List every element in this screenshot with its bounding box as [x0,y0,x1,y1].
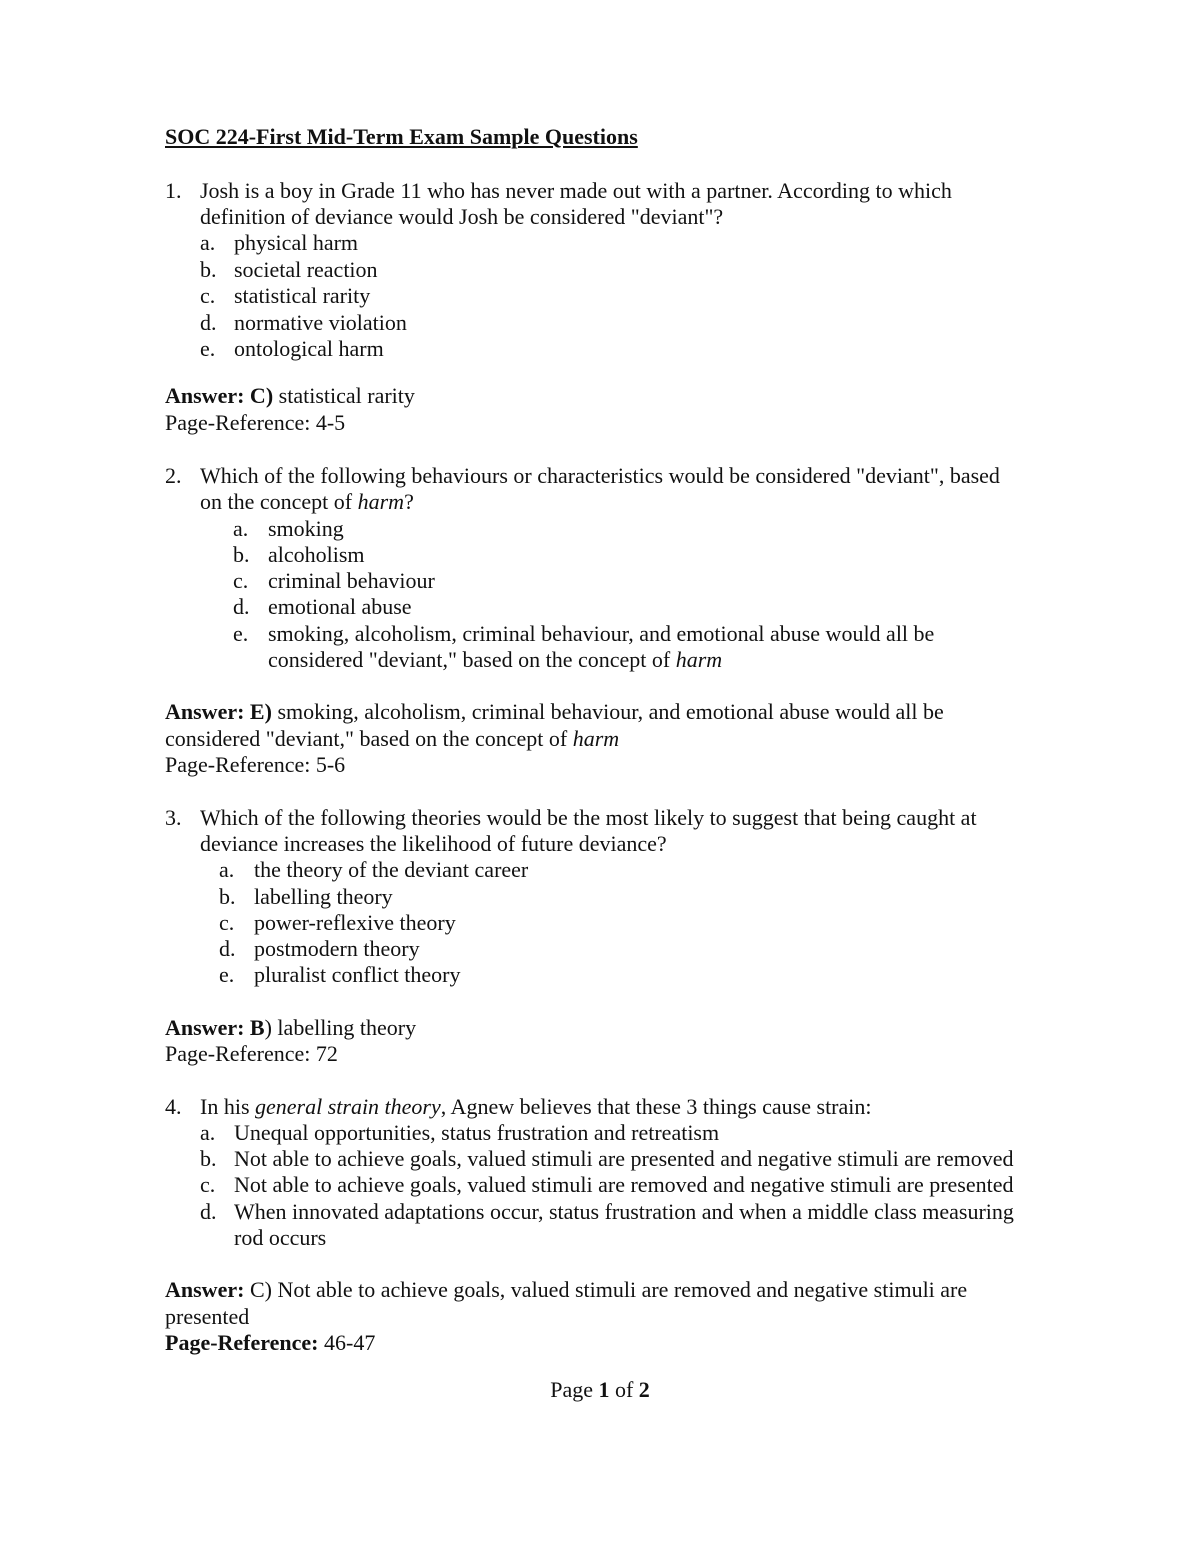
stem-text: , Agnew believes that these 3 things cause strain: [440,1094,872,1119]
option-text-continued [268,647,722,673]
option-text: the theory of the deviant career [254,857,529,882]
answer-text: smoking, alcoholism, criminal behaviour, and emotional abuse would all be [271,699,944,724]
option-letter: e. [233,621,249,646]
page-reference [165,1330,375,1356]
option-text: criminal behaviour [268,568,435,593]
option-letter: c. [200,1172,216,1197]
page-reference-value: 46-47 [318,1330,376,1355]
answer-line [165,699,944,725]
option-text: labelling theory [254,884,393,909]
option-text: postmodern theory [254,936,420,961]
answer-line [165,1277,967,1303]
answer-label: Answer: [165,1277,245,1302]
option-letter: d. [200,310,217,335]
option-letter: a. [233,516,249,541]
stem-text: ? [404,489,414,514]
question-stem-line: definition of deviance would Josh be considered "deviant"? [200,204,724,229]
answer-label: Answer: C) [165,383,274,408]
answer-text: ) labelling theory [264,1015,417,1040]
option-text: normative violation [234,310,407,335]
footer-text: Page [550,1377,599,1402]
stem-italic: general strain theory [255,1094,441,1119]
answer-line-continued [165,726,619,752]
option-text: pluralist conflict theory [254,962,461,987]
page-footer [0,1377,1200,1403]
option-italic: harm [675,647,723,672]
option-letter: b. [200,1146,217,1171]
total-page-count: 2 [638,1377,650,1402]
question-stem-line: Which of the following theories would be the most likely to suggest that being caught at [200,805,977,830]
option-letter: d. [219,936,236,961]
option-text: power-reflexive theory [254,910,456,935]
option-text: societal reaction [234,257,378,282]
question-number: 1. [165,178,182,203]
option-text: emotional abuse [268,594,412,619]
page-reference: Page-Reference: 5-6 [165,752,346,777]
question-number: 3. [165,805,182,830]
question-stem-line: deviance increases the likelihood of future deviance? [200,831,667,856]
option-letter: a. [219,857,235,882]
answer-text: C) Not able to achieve goals, valued stimuli are removed and negative stimuli are [244,1277,968,1302]
option-letter: b. [233,542,250,567]
option-letter: b. [200,257,217,282]
page-reference: Page-Reference: 4-5 [165,410,346,435]
question-stem-line: Which of the following behaviours or characteristics would be considered "deviant", based [200,463,1000,488]
answer-line-continued: presented [165,1304,250,1329]
option-text: smoking [268,516,344,541]
answer-line [165,1015,416,1041]
option-letter: c. [219,910,235,935]
option-text-continued: rod occurs [234,1225,327,1250]
page-reference-label: Page-Reference: [165,1330,319,1355]
option-letter: e. [200,336,216,361]
answer-label: Answer: B [165,1015,265,1040]
question-stem-line: Josh is a boy in Grade 11 who has never made out with a partner. According to which [200,178,952,203]
page-reference: Page-Reference: 72 [165,1041,338,1066]
option-text: ontological harm [234,336,384,361]
option-text: alcoholism [268,542,365,567]
stem-text: In his [200,1094,255,1119]
option-text: Unequal opportunities, status frustration and retreatism [234,1120,720,1145]
answer-italic: harm [572,726,620,751]
option-letter: c. [233,568,249,593]
question-number: 2. [165,463,182,488]
question-stem-line [200,489,414,515]
option-letter: d. [233,594,250,619]
option-letter: d. [200,1199,217,1224]
stem-italic: harm [357,489,405,514]
option-text: When innovated adaptations occur, status frustration and when a middle class measuring [234,1199,1014,1224]
option-text: smoking, alcoholism, criminal behaviour, and emotional abuse would all be [268,621,935,646]
answer-label: Answer: E) [165,699,272,724]
option-text: Not able to achieve goals, valued stimuli are removed and negative stimuli are presented [234,1172,1014,1197]
question-number: 4. [165,1094,182,1119]
option-letter: b. [219,884,236,909]
option-text: Not able to achieve goals, valued stimuli are presented and negative stimuli are removed [234,1146,1014,1171]
option-letter: c. [200,283,216,308]
answer-text: considered "deviant," based on the concept of [165,726,573,751]
option-letter: e. [219,962,235,987]
answer-line [165,383,415,409]
option-text: physical harm [234,230,359,255]
answer-text: statistical rarity [273,383,415,408]
option-text: considered "deviant," based on the concept of [268,647,676,672]
question-stem-line [200,1094,872,1120]
current-page-number: 1 [598,1377,610,1402]
option-letter: a. [200,1120,216,1145]
stem-text: on the concept of [200,489,358,514]
option-text: statistical rarity [234,283,371,308]
page-title: SOC 224-First Mid-Term Exam Sample Questions [165,124,638,149]
option-letter: a. [200,230,216,255]
footer-text: of [609,1377,639,1402]
